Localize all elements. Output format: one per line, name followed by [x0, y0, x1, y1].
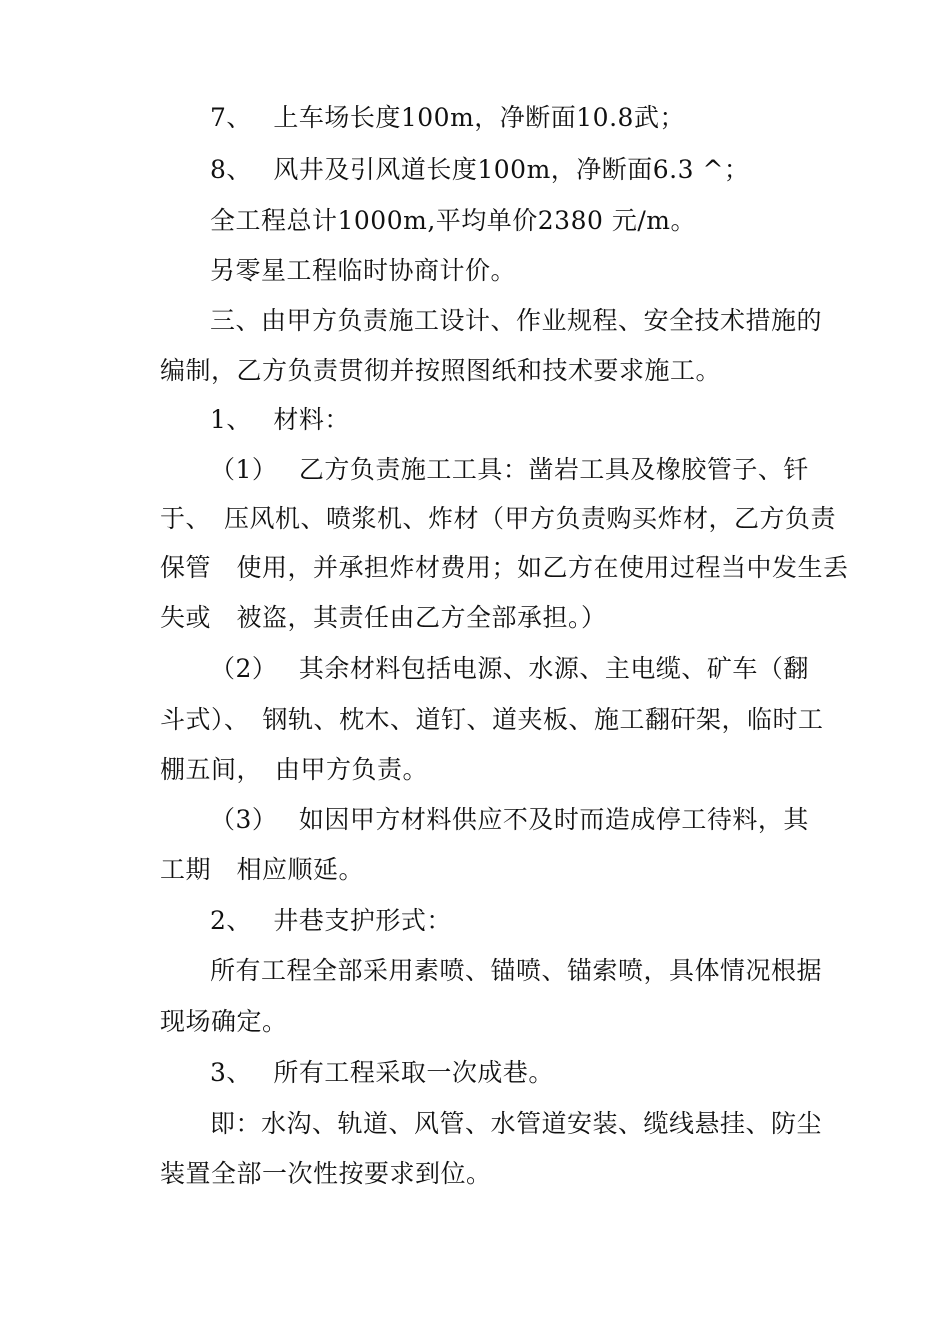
text-line: 3、 所有工程采取一次成巷。	[210, 1058, 554, 1087]
text-line: 装置全部一次性按要求到位。	[160, 1159, 492, 1188]
text-line: 7、 上车场长度100m，净断面10.8武；	[210, 103, 685, 132]
text-line: 保管 使用，并承担炸材费用；如乙方在使用过程当中发生丢	[160, 553, 849, 582]
text-line: 棚五间， 由甲方负责。	[160, 755, 429, 784]
text-line: 8、 风井及引风道长度100m，净断面6.3 ^；	[210, 155, 750, 184]
text-line: 即：水沟、轨道、风管、水管道安装、缆线悬挂、防尘	[210, 1109, 823, 1138]
text-line: 失或 被盗，其责任由乙方全部承担。）	[160, 603, 607, 632]
text-line: 1、 材料：	[210, 405, 350, 434]
text-line: 所有工程全部采用素喷、锚喷、锚索喷，具体情况根据	[210, 956, 823, 985]
text-line: 全工程总计1000m,平均单价2380 元/m。	[210, 206, 696, 235]
text-line: （1） 乙方负责施工工具：凿岩工具及橡胶管子、钎	[210, 455, 809, 484]
text-line: 于、 压风机、喷浆机、炸材（甲方负责购买炸材，乙方负责	[160, 504, 837, 533]
text-line: 斗式）、 钢轨、枕木、道钉、道夹板、施工翻矸架，临时工	[160, 705, 824, 734]
text-line: （2） 其余材料包括电源、水源、主电缆、矿车（翻	[210, 654, 809, 683]
text-line: 三、由甲方负责施工设计、作业规程、安全技术措施的	[210, 306, 823, 335]
text-line: 另零星工程临时协商计价。	[210, 256, 517, 285]
text-line: 现场确定。	[160, 1007, 288, 1036]
text-line: 2、 井巷支护形式：	[210, 906, 452, 935]
text-line: （3） 如因甲方材料供应不及时而造成停工待料，其	[210, 805, 809, 834]
text-line: 工期 相应顺延。	[160, 855, 365, 884]
text-line: 编制，乙方负责贯彻并按照图纸和技术要求施工。	[160, 356, 722, 385]
